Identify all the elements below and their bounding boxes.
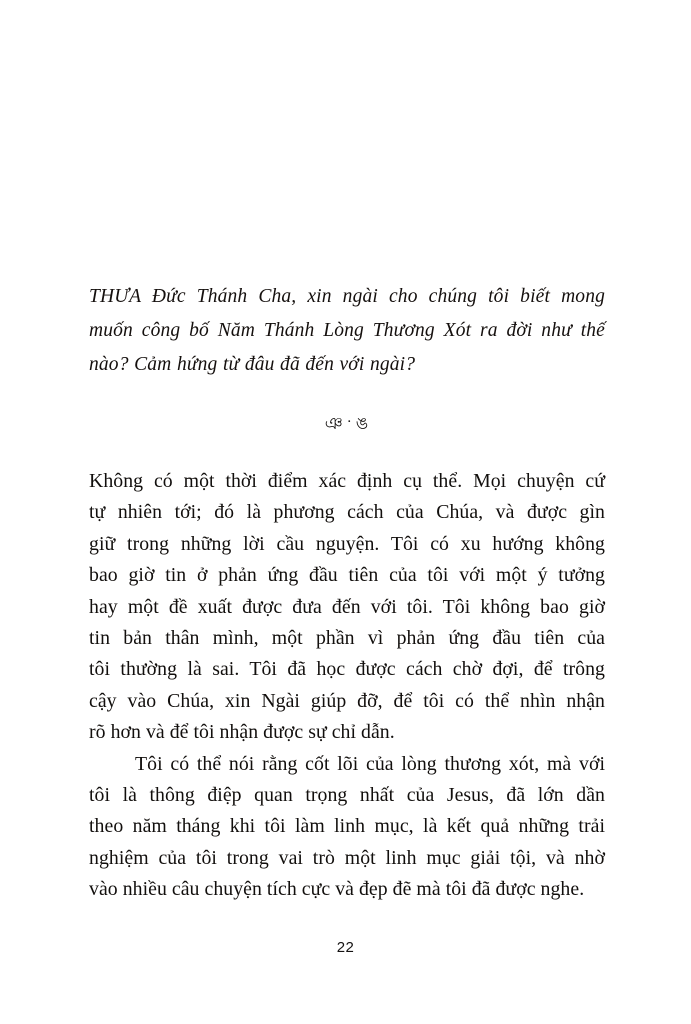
ornament-dot: · — [346, 414, 353, 430]
page-number: 22 — [336, 939, 355, 956]
body-paragraph-2 — [89, 749, 605, 906]
lead-question-line: muốn công bố Năm Thánh Lòng Thương Xót ra đời như thế — [89, 320, 605, 341]
body-paragraph-1 — [89, 466, 605, 749]
body-line: Tôi có thể nói rằng cốt lõi của lòng thương xót, mà với — [135, 752, 605, 775]
body-line: cậy vào Chúa, xin Ngài giúp đỡ, để tôi có thể nhìn nhận — [89, 689, 605, 712]
body-line: tự nhiên tới; đó là phương cách của Chúa, và được gìn — [89, 501, 605, 524]
section-divider-ornament — [89, 408, 605, 438]
body-line: tôi thường là sai. Tôi đã học được cách chờ đợi, để trông — [89, 658, 605, 681]
lead-question-line: nào? Cảm hứng từ đâu đã đến với ngài? — [89, 354, 416, 375]
body-line: rõ hơn và để tôi nhận được sự chỉ dẫn. — [89, 721, 395, 744]
body-line: nghiệm của tôi trong vai trò một linh mục giải tội, và nhờ — [89, 846, 605, 869]
body-line: giữ trong những lời cầu nguyện. Tôi có xu hướng không — [89, 532, 605, 555]
body-line: tôi là thông điệp quan trọng nhất của Jesus, đã lớn dần — [89, 784, 605, 807]
body-line: Không có một thời điểm xác định cụ thể. Mọi chuyện cứ — [89, 470, 605, 492]
ornament-left-glyph: ঞ — [324, 414, 344, 434]
body-line: tin bản thân mình, một phần vì phản ứng đầu tiên của — [89, 627, 605, 650]
body-line: vào nhiều câu chuyện tích cực và đẹp đẽ mà tôi đã được nghe. — [89, 878, 585, 901]
lead-question-paragraph — [89, 280, 605, 382]
body-line: theo năm tháng khi tôi làm linh mục, là kết quả những trải — [89, 815, 605, 838]
ornament-right-glyph: ঙ — [355, 414, 370, 434]
lead-question-line: THƯA Đức Thánh Cha, xin ngài cho chúng tôi biết mong — [89, 286, 605, 307]
body-line: bao giờ tin ở phản ứng đầu tiên của tôi với một ý tưởng — [89, 564, 605, 587]
body-text — [89, 466, 605, 906]
body-line: hay một đề xuất được đưa đến với tôi. Tôi không bao giờ — [89, 595, 605, 618]
